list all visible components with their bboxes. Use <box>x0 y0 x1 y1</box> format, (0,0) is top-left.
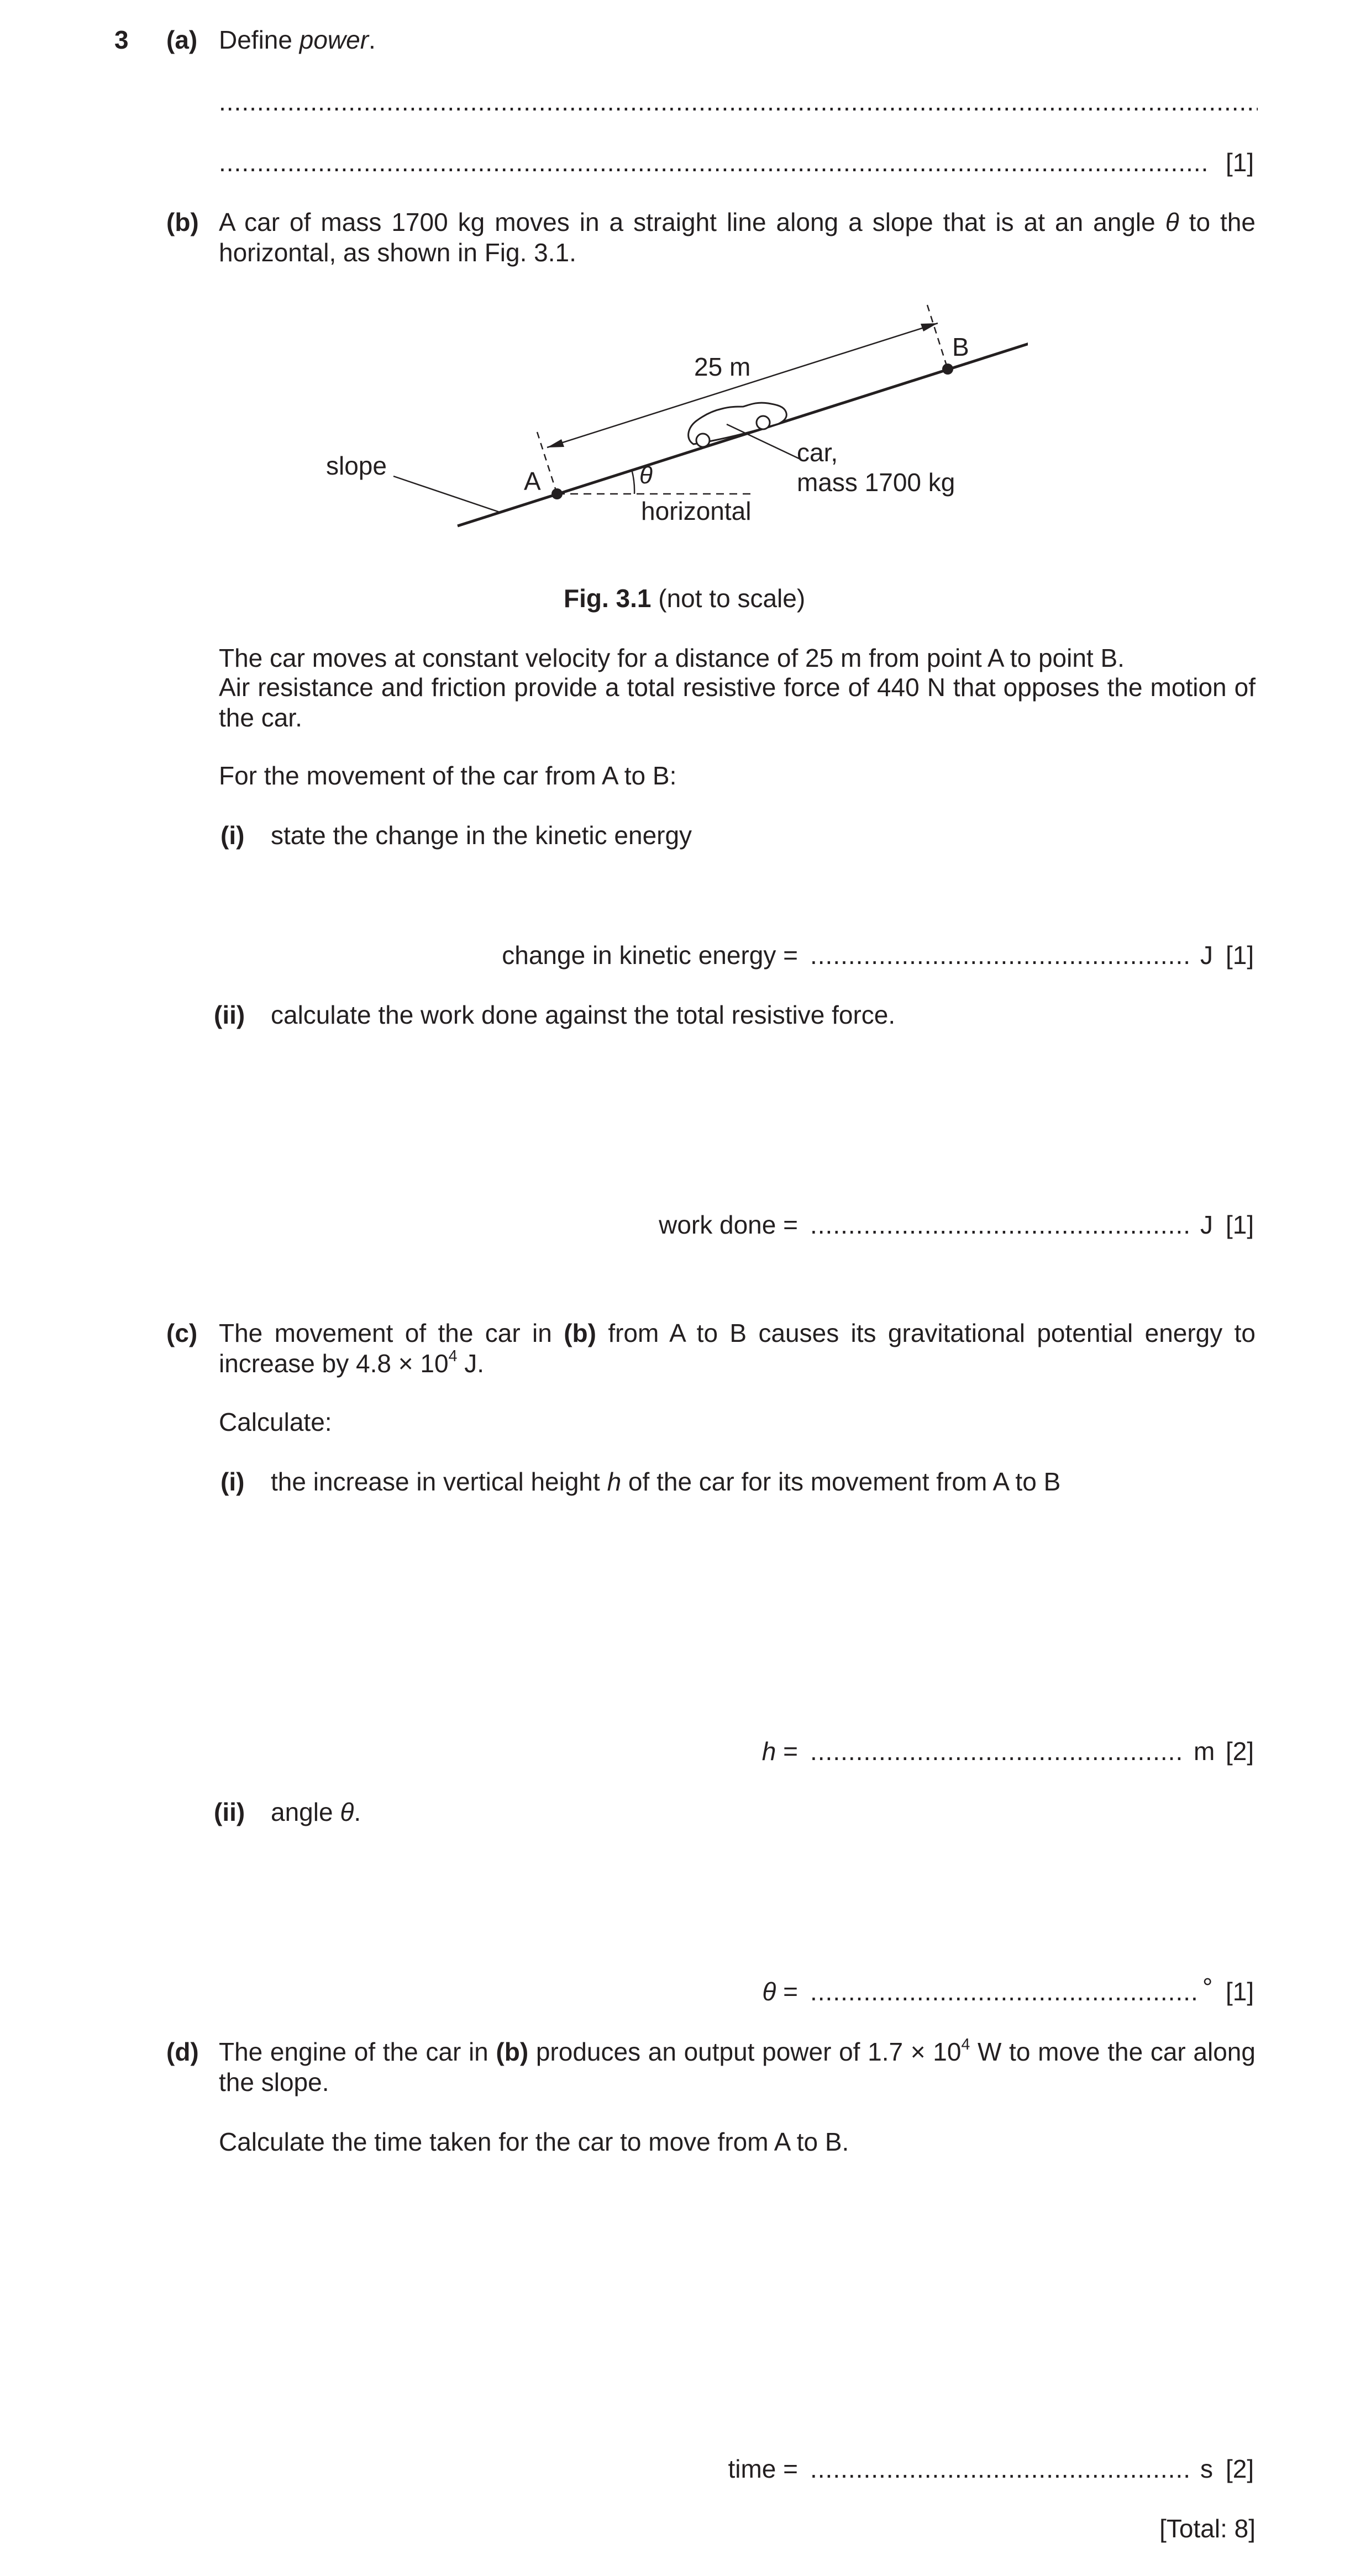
part-b-para-1: The car moves at constant velocity for a distance of 25 m from point A to point B. <box>219 644 1125 672</box>
part-c-calculate: Calculate: <box>219 1408 332 1436</box>
part-b-para-2: Air resistance and friction provide a total resistive force of 440 N that opposes the motion of the car. <box>219 673 1256 733</box>
car-icon <box>689 403 787 447</box>
question-number: 3 <box>114 25 129 54</box>
part-b-ii-question: calculate the work done against the total resistive force. <box>271 1000 896 1029</box>
part-b-i-question: state the change in the kinetic energy <box>271 821 692 850</box>
part-b-ii-label: (ii) <box>214 1000 245 1029</box>
figure-3-1 <box>309 293 1028 541</box>
part-b-para-3: For the movement of the car from A to B: <box>219 761 677 790</box>
part-c-ii-unit: ° <box>1202 1973 1213 2001</box>
part-b-i-label: (i) <box>220 821 245 850</box>
angle-arc <box>632 470 634 494</box>
theta-symbol: θ <box>1165 208 1179 236</box>
slope-pointer <box>393 476 500 512</box>
label-theta: θ <box>639 462 653 489</box>
part-b-label: (b) <box>166 208 199 236</box>
part-c-ii-mark: [1] <box>1226 1977 1254 2006</box>
part-c-i-answer-label: h = <box>761 1737 798 1766</box>
part-c-ii-question: angle θ. <box>271 1798 361 1826</box>
part-d-intro: The engine of the car in (b) produces an output power of $1.7 \times 10^4$ W to move the car along the slope. <box>219 2036 1256 2097</box>
part-c-ii-label: (ii) <box>214 1798 245 1826</box>
part-d-answer-label: time = <box>728 2454 798 2483</box>
label-slope: slope <box>326 451 387 480</box>
part-c-i-answer-field[interactable] <box>810 1736 1183 1767</box>
part-c-i-label: (i) <box>220 1467 245 1496</box>
part-a-question: Define power. <box>219 25 376 54</box>
part-b-i-mark: [1] <box>1226 941 1254 970</box>
part-d-label: (d) <box>166 2037 199 2066</box>
part-a-mark: [1] <box>1226 148 1254 177</box>
part-b-intro: A car of mass 1700 kg moves in a straight line along a slope that is at an angle θ to the horizontal, as shown in Fig. 3.1. <box>219 208 1256 267</box>
label-a: A <box>524 467 541 496</box>
label-distance: 25 m <box>694 352 751 381</box>
part-d-answer-field[interactable] <box>810 2454 1189 2484</box>
part-b-ii-unit: J <box>1200 1210 1213 1239</box>
label-car-line-2: mass 1700 kg <box>797 468 955 497</box>
part-b-ii-mark: [1] <box>1226 1210 1254 1239</box>
part-a-answer-line-2[interactable] <box>219 147 1211 178</box>
part-d-unit: s <box>1200 2454 1213 2483</box>
part-b-ii-answer-field[interactable] <box>810 1210 1189 1240</box>
part-c-intro: The movement of the car in (b) from A to B causes its gravitational potential energy to increase by $4.8 \times 10^4$ J. <box>219 1319 1256 1378</box>
part-c-i-unit: m <box>1194 1737 1215 1766</box>
part-a-label: (a) <box>166 25 198 54</box>
part-c-i-mark: [2] <box>1226 1737 1254 1766</box>
arrowhead-a <box>547 439 564 447</box>
part-c-ii-answer-label: θ = <box>762 1977 798 2006</box>
tick-b <box>927 305 948 369</box>
part-d-instruction: Calculate the time taken for the car to move from A to B. <box>219 2127 849 2156</box>
part-c-label: (c) <box>166 1319 198 1347</box>
part-b-i-answer-label: change in kinetic energy = <box>502 941 798 970</box>
part-c-i-question: the increase in vertical height h of the car for its movement from A to B <box>271 1467 1061 1496</box>
part-a-answer-line-1[interactable] <box>219 87 1258 117</box>
figure-caption: Fig. 3.1 (not to scale) <box>564 584 806 613</box>
part-b-i-answer-field[interactable] <box>810 940 1189 971</box>
label-car-line-1: car, <box>797 438 838 467</box>
part-c-ii-answer-field[interactable] <box>810 1977 1196 2007</box>
label-b: B <box>952 333 969 361</box>
label-horizontal: horizontal <box>641 497 752 525</box>
part-b-i-unit: J <box>1200 941 1213 970</box>
total-marks: [Total: 8] <box>1159 2514 1256 2543</box>
part-b-ii-answer-label: work done = <box>659 1210 798 1239</box>
part-d-mark: [2] <box>1226 2454 1254 2483</box>
